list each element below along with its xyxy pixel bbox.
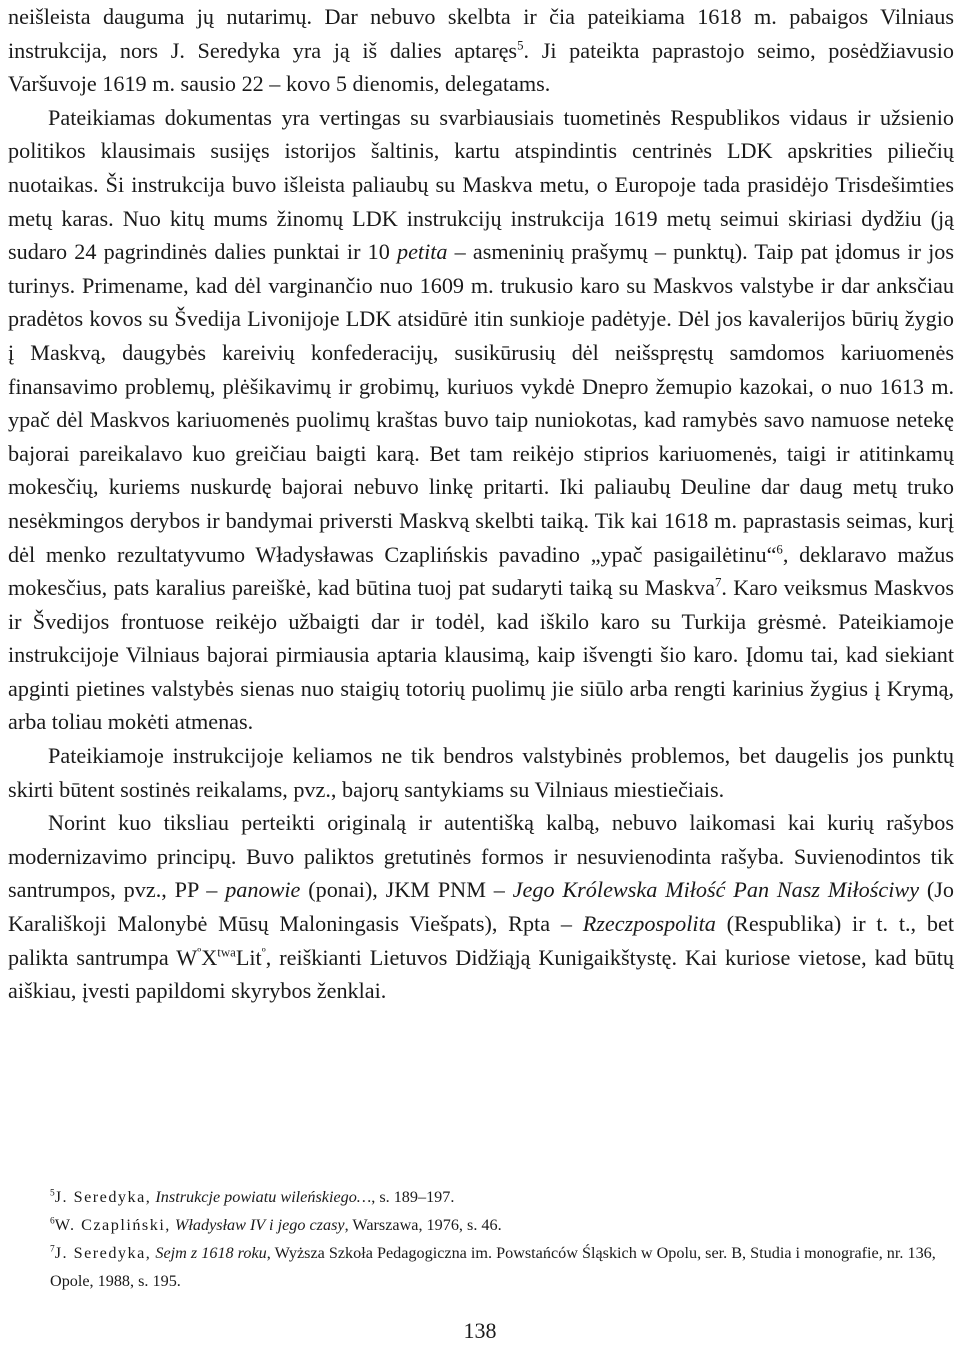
footnote-ref-5[interactable]: 5 bbox=[517, 38, 524, 53]
footnote-text: , Warszawa, 1976, s. 46. bbox=[344, 1216, 502, 1234]
footnote-7 bbox=[8, 1239, 954, 1295]
footnote-author: W. Czapliński, bbox=[54, 1216, 171, 1234]
superscript: º bbox=[261, 945, 266, 960]
footnote-ref-6[interactable]: 6 bbox=[776, 542, 783, 557]
footnote-author: J. Seredyka, bbox=[54, 1244, 152, 1262]
text-run: X bbox=[201, 944, 218, 970]
text-run: Lit bbox=[235, 944, 262, 970]
text-run: , deklaravo mažus mokesčius, pats karalius pareiškė, kad būtina tuoj pat sudaryti taiką su Maskva bbox=[8, 541, 955, 601]
footnote-text: , s. 189–197. bbox=[371, 1188, 455, 1206]
footnote-title: Instrukcje powiatu wileńskiego… bbox=[155, 1188, 372, 1206]
italic-term: Jego Królewska Miłość Pan Nasz Miłościwy bbox=[512, 877, 920, 903]
paragraph-1 bbox=[8, 0, 954, 101]
footnote-title: Władysław IV i jego czasy bbox=[174, 1216, 345, 1234]
text-run: – asmeninių prašymų – punktų). Taip pat įdomus ir jos turinys. Primename, kad dėl varginančio nuo 1609 m. trukusio karo su Maskvos valstybe ir dar anksčiau pradėtos kovos su Švedija Livonijoje LDK atsidūrė itin sunkioje padėtyje. Dėl jos kavalerijos būrių žygio į Maskvą, daugybės kareivių konfederacijų, susikūrusių dėl neišspręstų samdomos kariuomenės finansavimo problemų, plėšikavimų ir grobimų, kuriuos vykdė Dnepro žemupio kazokai, o nuo 1613 m. ypač dėl Maskvos kariuomenės puolimų kraštas buvo taip nuniokotas, kad ramybės savo namuose netekę bajorai pareikalavo kuo greičiau baigti karą. Bet tam reikėjo stiprios kariuomenės, taigi ir atitinkamų mokesčių, kuriems nuskurdę bajorai nebuvo linkę pritarti. Iki paliaubų Deuline dar daug metų truko nesėkmingos derybos ir bandymai priversti Maskvą skelbti taiką. Tik kai 1618 m. paprastasis seimas, kurį dėl menko rezultatyvumo Władysławas Czaplińskis pavadino „ypač pasigailėtinu“ bbox=[8, 239, 955, 567]
text-run: (Respublika) ir t. t., bet palikta santrumpa W bbox=[8, 911, 954, 970]
italic-term: panowie bbox=[225, 877, 301, 903]
footnote-ref-7[interactable]: 7 bbox=[714, 575, 722, 590]
footnote-author: J. Seredyka, bbox=[54, 1188, 152, 1206]
footnote-6 bbox=[8, 1211, 954, 1239]
text-run: Norint kuo tiksliau perteikti originalą ir autentišką kalbą, nebuvo laikomasi kai kurių rašybos modernizavimo principų. Buvo paliktos gretutinės formos ir nesuvienodinta rašyba. Suvienodintos tik santrumpos, pvz., PP – bbox=[8, 810, 954, 903]
text-run: Pateikiamas dokumentas yra vertingas su svarbiausiais tuometinės Respublikos vidaus ir užsienio politikos klausimais susijęs istorijos šaltinis, kartu atspindintis centrinės LDK apskrities piliečių nuotaikas. Ši instrukcija buvo išleista paliaubų su Maskva metu, o Europoje tada prasidėjo Trisdešimties metų karas. Nuo kitų mums žinomų LDK instrukcijų instrukcija 1619 metų seimui skiriasi dydžiu (ją sudaro 24 pagrindinės dalies punktai ir 10 bbox=[8, 104, 954, 265]
footnote-number: 6 bbox=[50, 1216, 55, 1227]
footnote-5 bbox=[8, 1183, 954, 1211]
footnote-title: Sejm z 1618 roku bbox=[155, 1244, 267, 1262]
text-run: . Karo veiksmus Maskvos ir Švedijos frontuose reikėjo užbaigti dar ir todėl, kad iškilo karo su Turkija grėsmė. Pateikiamoje instrukcijoje Vilniaus bajorai pirmiausia aptaria klausimą, kaip išvengti šio karo. Įdomu tai, kad siekiant apginti pietines valstybės sienas nuo staigių totorių puolimų jie siūlo arba rengti karinius žygius į Krymą, arba toliau mokėti atmenas. bbox=[8, 575, 954, 735]
footnotes bbox=[8, 1183, 954, 1295]
italic-term: Rzeczpospolita bbox=[582, 911, 716, 937]
italic-term: petita bbox=[396, 239, 448, 265]
text-run: , reiškianti Lietuvos Didžiąją Kunigaikštystę. Kai kuriose vietose, kad būtų aiškiau, įvesti papildomi skyrybos ženklai. bbox=[8, 944, 954, 1004]
text-run: (ponai), JKM PNM – bbox=[300, 877, 513, 903]
superscript: twa bbox=[217, 945, 236, 960]
paragraph-4 bbox=[8, 806, 954, 1008]
page-content bbox=[8, 0, 954, 1008]
superscript: º bbox=[197, 945, 202, 960]
paragraph-3: Pateikiamoje instrukcijoje keliamos ne tik bendros valstybinės problemos, bet daugelis jos punktų skirti būtent sostinės reikalams, pvz., bajorų santykiams su Vilniaus miestiečiais. bbox=[8, 743, 954, 802]
page-number: 138 bbox=[463, 1318, 497, 1343]
text-run: . Ji pateikta paprastojo seimo, posėdžiavusio Varšuvoje 1619 m. sausio 22 – kovo 5 dienomis, delegatams. bbox=[8, 37, 954, 97]
paragraph-2 bbox=[8, 101, 954, 739]
footnote-number: 7 bbox=[50, 1244, 55, 1255]
body-text bbox=[8, 0, 954, 1008]
footnote-text: , Wyższa Szkoła Pedagogiczna im. Powstańców Śląskich w Opolu, ser. B, Studia i monografie, nr. 136, Opole, 1988, s. 195. bbox=[50, 1244, 936, 1290]
text-run: neišleista dauguma jų nutarimų. Dar nebuvo skelbta ir čia pateikiama 1618 m. pabaigos Vilniaus instrukcija, nors J. Seredyka yra ją iš dalies aptaręs bbox=[8, 4, 954, 63]
footnote-number: 5 bbox=[50, 1188, 55, 1199]
text-run: (Jo Karališkoji Malonybė Mūsų Maloningasis Viešpats), Rpta – bbox=[8, 877, 954, 937]
